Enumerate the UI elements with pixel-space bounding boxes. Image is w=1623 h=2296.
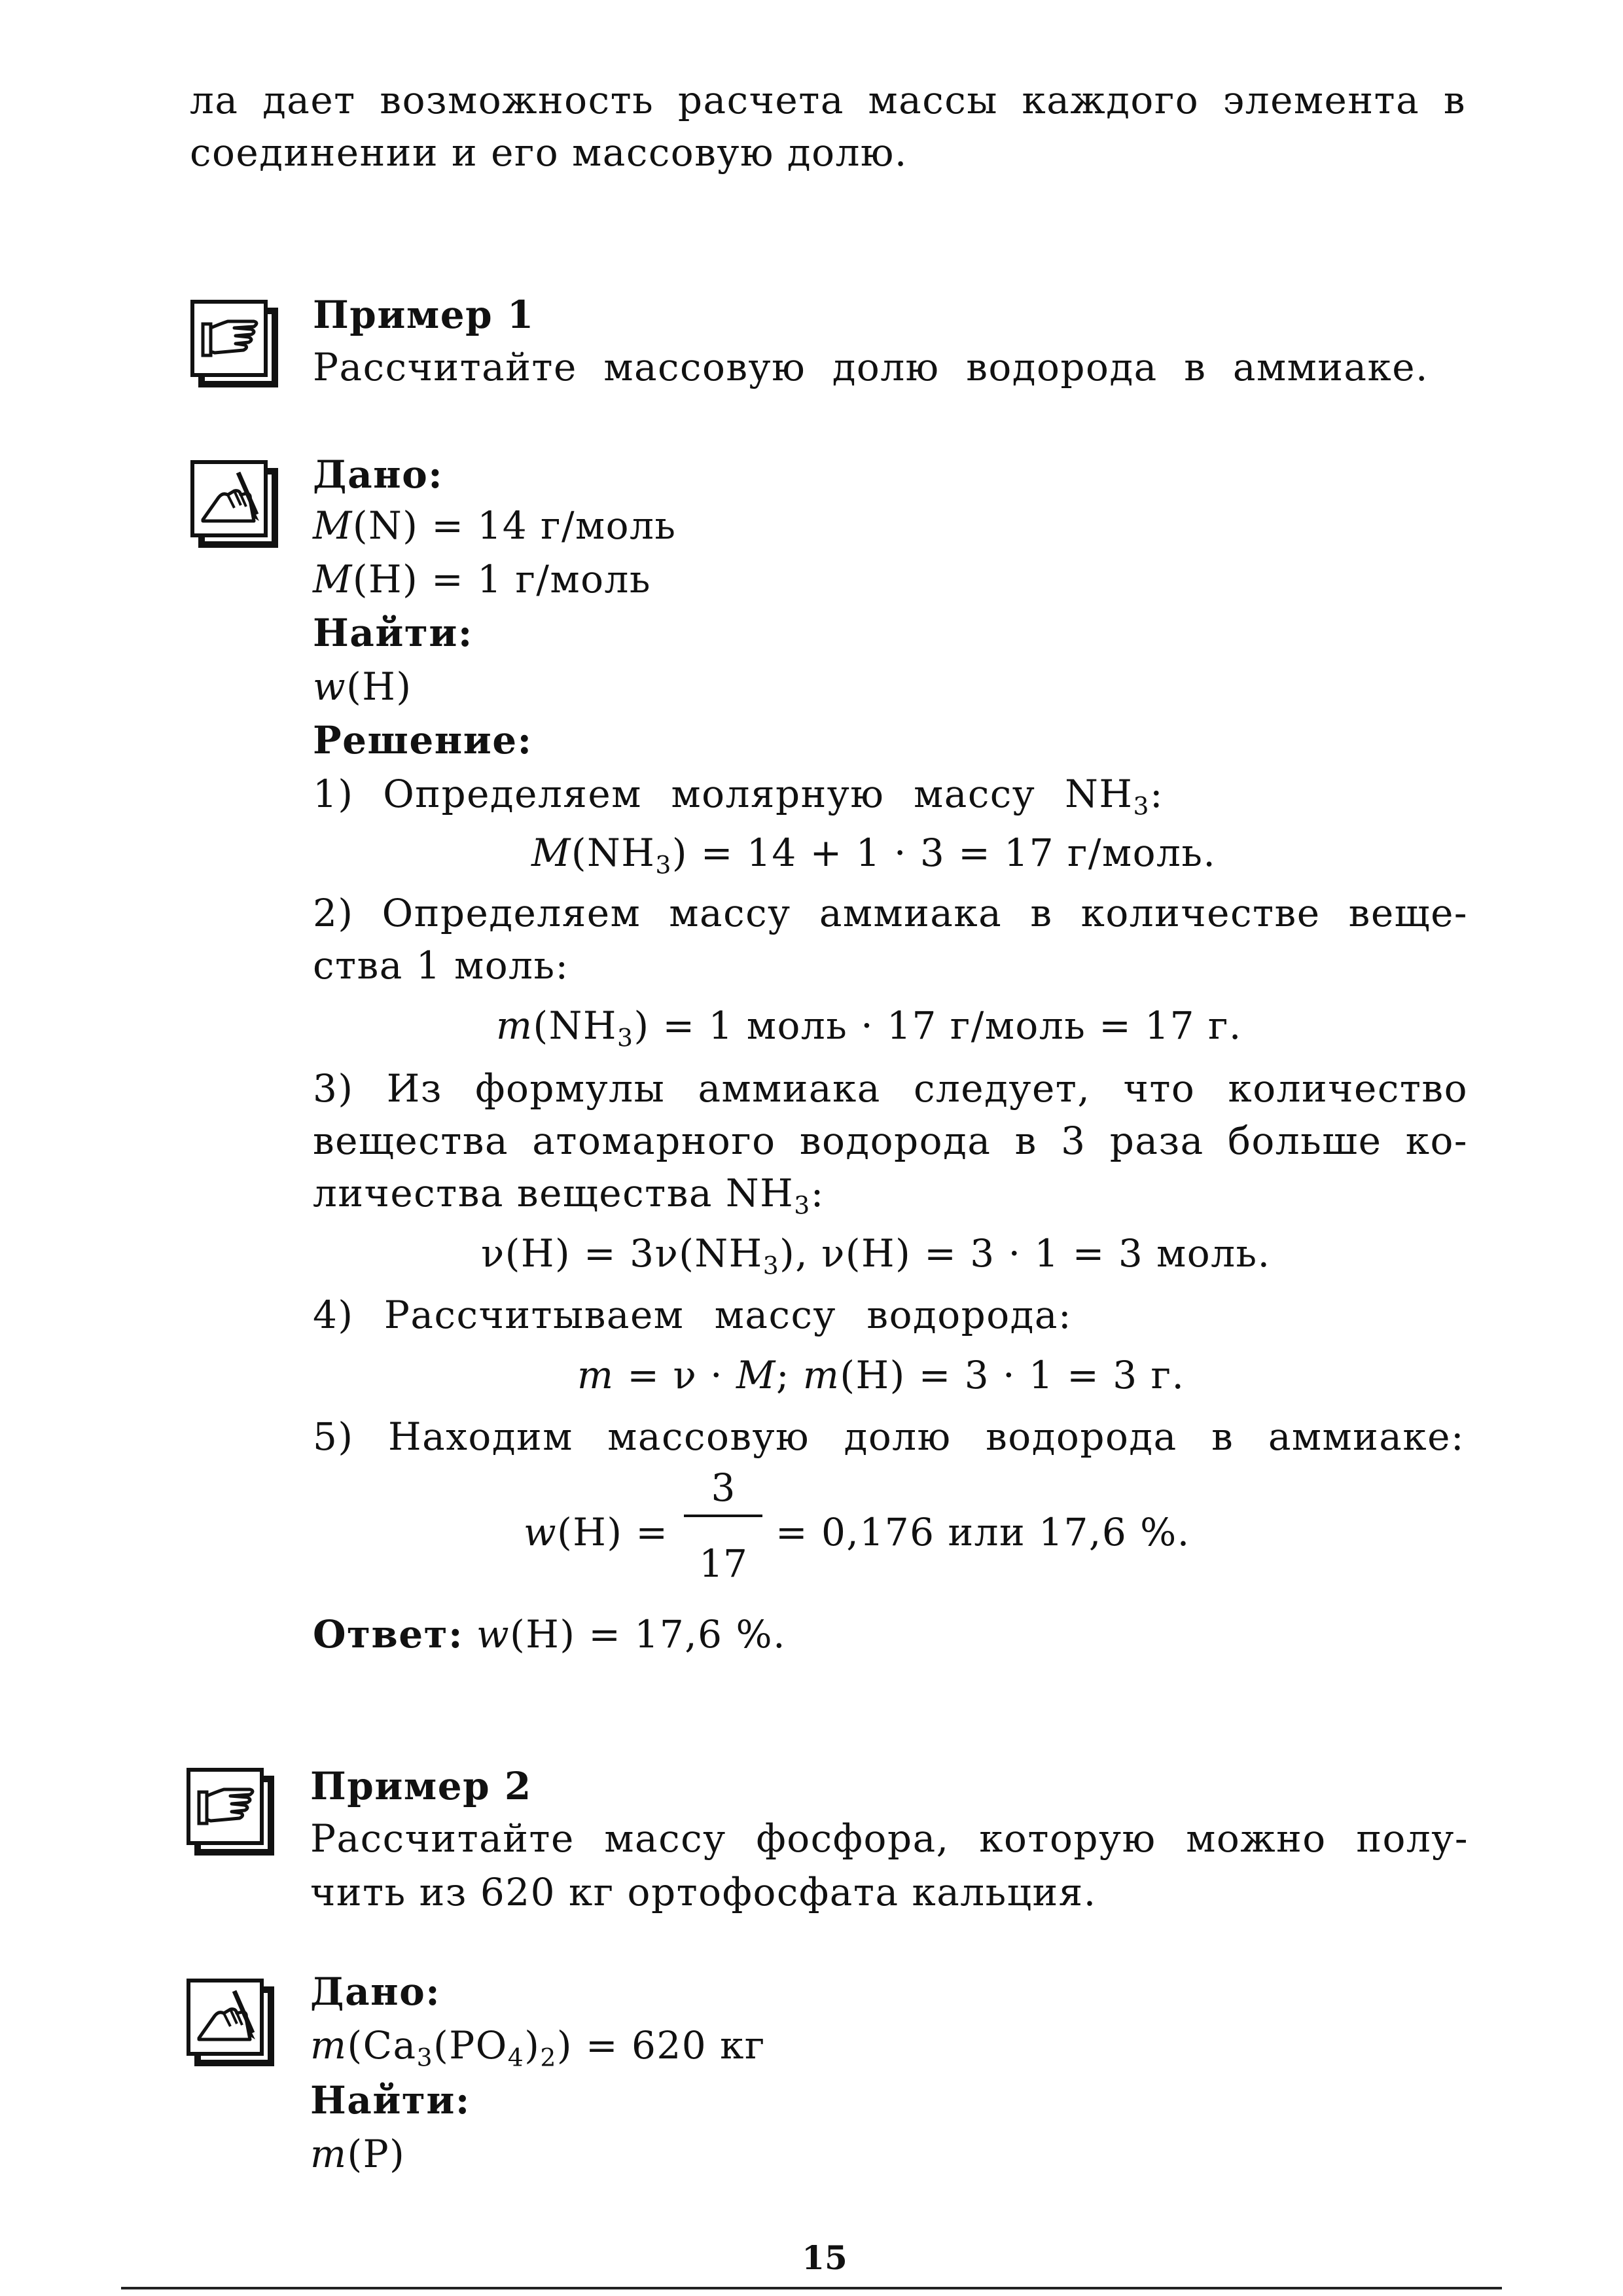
equation-4: m = ν · M; m(H) = 3 · 1 = 3 г.: [577, 1353, 1185, 1397]
equation-2: $m(NH_3) = 1$ моль · 17 г/моль = 17 г.: [496, 1003, 1242, 1052]
example-2-task-line-1: Рассчитайте массу фосфора, которую можно полу-: [310, 1816, 1469, 1861]
footer-rule: [121, 2287, 1502, 2289]
writing-hand-icon: [188, 458, 280, 550]
writing-hand-icon: [185, 1977, 276, 2068]
example-2-find-label: Найти:: [310, 2078, 471, 2123]
equation-5-rhs: = 0,176 или 17,6 %.: [776, 1510, 1190, 1554]
step-2-line-2: ства 1 моль:: [313, 943, 569, 988]
step-1: 1) Определяем молярную массу $NH_3$:: [313, 772, 1164, 821]
equation-1: $M(NH_3) = 14 + 1 \cdot 3 = 17$ г/моль.: [531, 831, 1217, 880]
step-2-line-1: 2) Определяем массу аммиака в количестве веще-: [313, 891, 1468, 935]
find-label: Найти:: [313, 611, 473, 655]
answer: Ответ: w(H) = 17,6 %.: [313, 1612, 787, 1657]
example-2-task-line-2: чить из 620 кг ортофосфата кальция.: [310, 1870, 1097, 1914]
pointing-hand-icon: [185, 1766, 276, 1857]
intro-line-2: соединении и его массовую долю.: [190, 130, 908, 175]
example-1-task: Рассчитайте массовую долю водорода в аммиаке.: [313, 345, 1429, 389]
given-molar-mass-h: M(H) = 1 г/моль: [313, 557, 651, 601]
step-3-line-1: 3) Из формулы аммиака следует, что количество: [313, 1066, 1468, 1111]
pointing-hand-icon: [188, 298, 280, 389]
example-2-title: Пример 2: [310, 1764, 532, 1808]
solution-label: Решение:: [313, 718, 533, 762]
example-2-find-value: m(P): [310, 2132, 406, 2176]
equation-5-lhs: w(H) =: [524, 1510, 669, 1554]
given-label: Дано:: [313, 452, 444, 497]
find-value: w(H): [313, 664, 412, 709]
step-3-line-2: вещества атомарного водорода в 3 раза больше ко-: [313, 1119, 1468, 1163]
page-number: 15: [802, 2238, 847, 2277]
example-1-title: Пример 1: [313, 293, 535, 337]
given-molar-mass-n: M(N) = 14 г/моль: [313, 503, 677, 548]
step-4: 4) Рассчитываем массу водорода:: [313, 1293, 1072, 1337]
fraction-denominator: 17: [699, 1541, 747, 1586]
step-3-line-3: личества вещества $NH_3$:: [313, 1171, 825, 1220]
example-2-given-value: $m(Ca_3(PO_4)_2) = 620$ кг: [310, 2023, 766, 2072]
step-5: 5) Находим массовую долю водорода в аммиаке:: [313, 1414, 1465, 1459]
fraction-bar: [684, 1515, 762, 1517]
fraction-numerator: 3: [711, 1465, 736, 1510]
equation-3: $\nu(H) = 3\nu(NH_3)$, ν(H) = 3 · 1 = 3 моль.: [481, 1231, 1271, 1280]
example-2-given-label: Дано:: [310, 1969, 441, 2014]
intro-line-1: ла дает возможность расчета массы каждого элемента в: [190, 78, 1466, 122]
